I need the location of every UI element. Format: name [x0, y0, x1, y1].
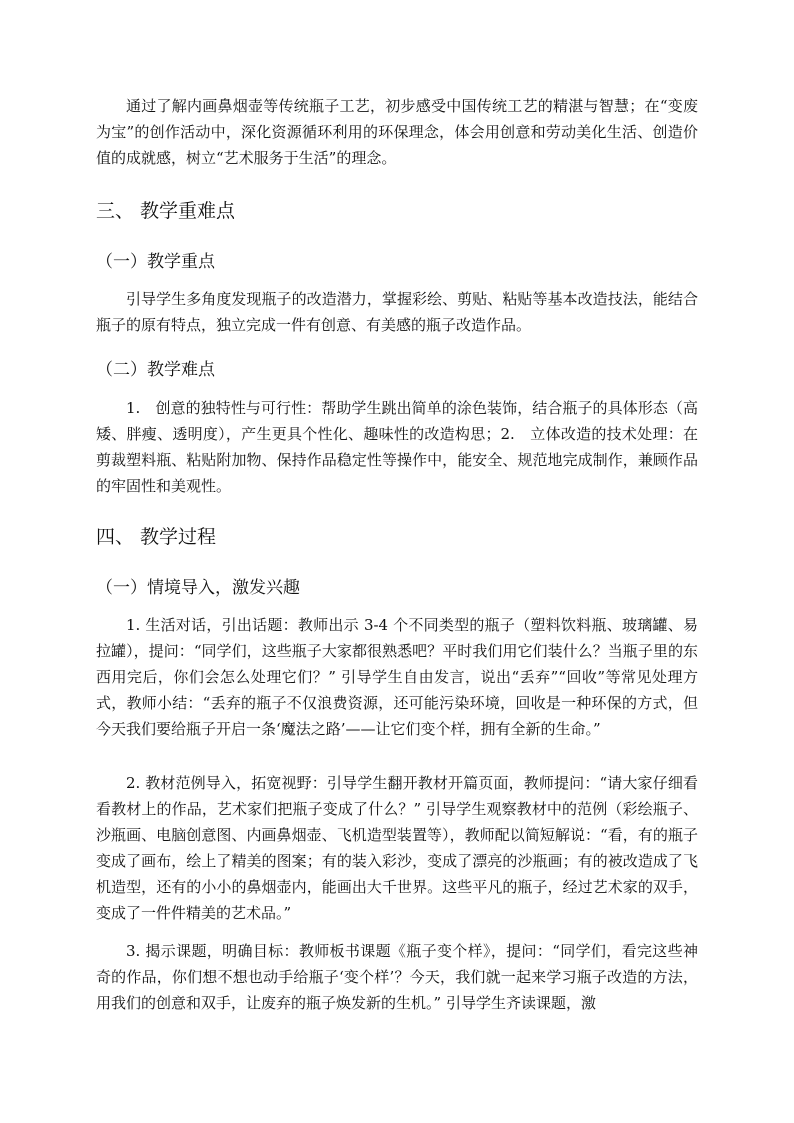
- intro-paragraph: 通过了解内画鼻烟壶等传统瓶子工艺，初步感受中国传统工艺的精湛与智慧；在“变废为宝”的创作活动中，深化资源循环利用的环保理念，体会用创意和劳动美化生活、创造价值的成就感，树立“艺术服务于生活”的理念。: [96, 97, 698, 167]
- difficulties-paragraph: 1. 创意的独特性与可行性：帮助学生跳出简单的涂色装饰，结合瓶子的具体形态（高矮、胖瘦、透明度），产生更具个性化、趣味性的改造构思；2. 立体改造的技术处理：在剪裁塑料瓶、粘贴附加物、保持作品稳定性等操作中，能安全、规范地完成制作，兼顾作品的牢固性和美观性。: [96, 399, 698, 495]
- section-heading-teaching-process: 四、 教学过程: [96, 526, 217, 548]
- list-item: 3. 揭示课题，明确目标：教师板书课题《瓶子变个样》，提问：“同学们，看完这些神奇的作品，你们想不想也动手给瓶子‘变个样’？今天，我们就一起来学习瓶子改造的方法，用我们的创意和双手，让废弃的瓶子焕发新的生机。” 引导学生齐读课题，激: [96, 942, 698, 1012]
- list-item: 2. 教材范例导入，拓宽视野：引导学生翻开教材开篇页面，教师提问：“请大家仔细看看教材上的作品，艺术家们把瓶子变成了什么？” 引导学生观察教材中的范例（彩绘瓶子、沙瓶画、电脑创意图、内画鼻烟壶、飞机造型装置等），教师配以简短解说：“看，有的瓶子变成了画布，绘上了精美的图案；有的装入彩沙，变成了漂亮的沙瓶画；有的被改造成了飞机造型，还有的小小的鼻烟壶内，能画出大千世界。这些平凡的瓶子，经过艺术家的双手，变成了一件件精美的艺术品。”: [96, 774, 698, 922]
- subheading-key-points: （一）教学重点: [96, 252, 215, 272]
- list-item: 1. 生活对话，引出话题：教师出示 3-4 个不同类型的瓶子（塑料饮料瓶、玻璃罐、易拉罐），提问：“同学们，这些瓶子大家都很熟悉吧？平时我们用它们装什么？当瓶子里的东西用完后，你们会怎么处理它们？” 引导学生自由发言，说出“丢弃”“回收”等常见处理方式，教师小结：“丢弃的瓶子不仅浪费资源，还可能污染环境，回收是一种环保的方式，但今天我们要给瓶子开启一条‘魔法之路’——让它们变个样，拥有全新的生命。”: [96, 616, 698, 738]
- subheading-difficulties: （二）教学难点: [96, 360, 215, 380]
- section-heading-key-difficulties: 三、 教学重难点: [96, 200, 236, 222]
- subheading-introduction: （一）情境导入，激发兴趣: [96, 578, 300, 598]
- key-points-paragraph: 引导学生多角度发现瓶子的改造潜力，掌握彩绘、剪贴、粘贴等基本改造技法，能结合瓶子的原有特点，独立完成一件有创意、有美感的瓶子改造作品。: [96, 290, 698, 334]
